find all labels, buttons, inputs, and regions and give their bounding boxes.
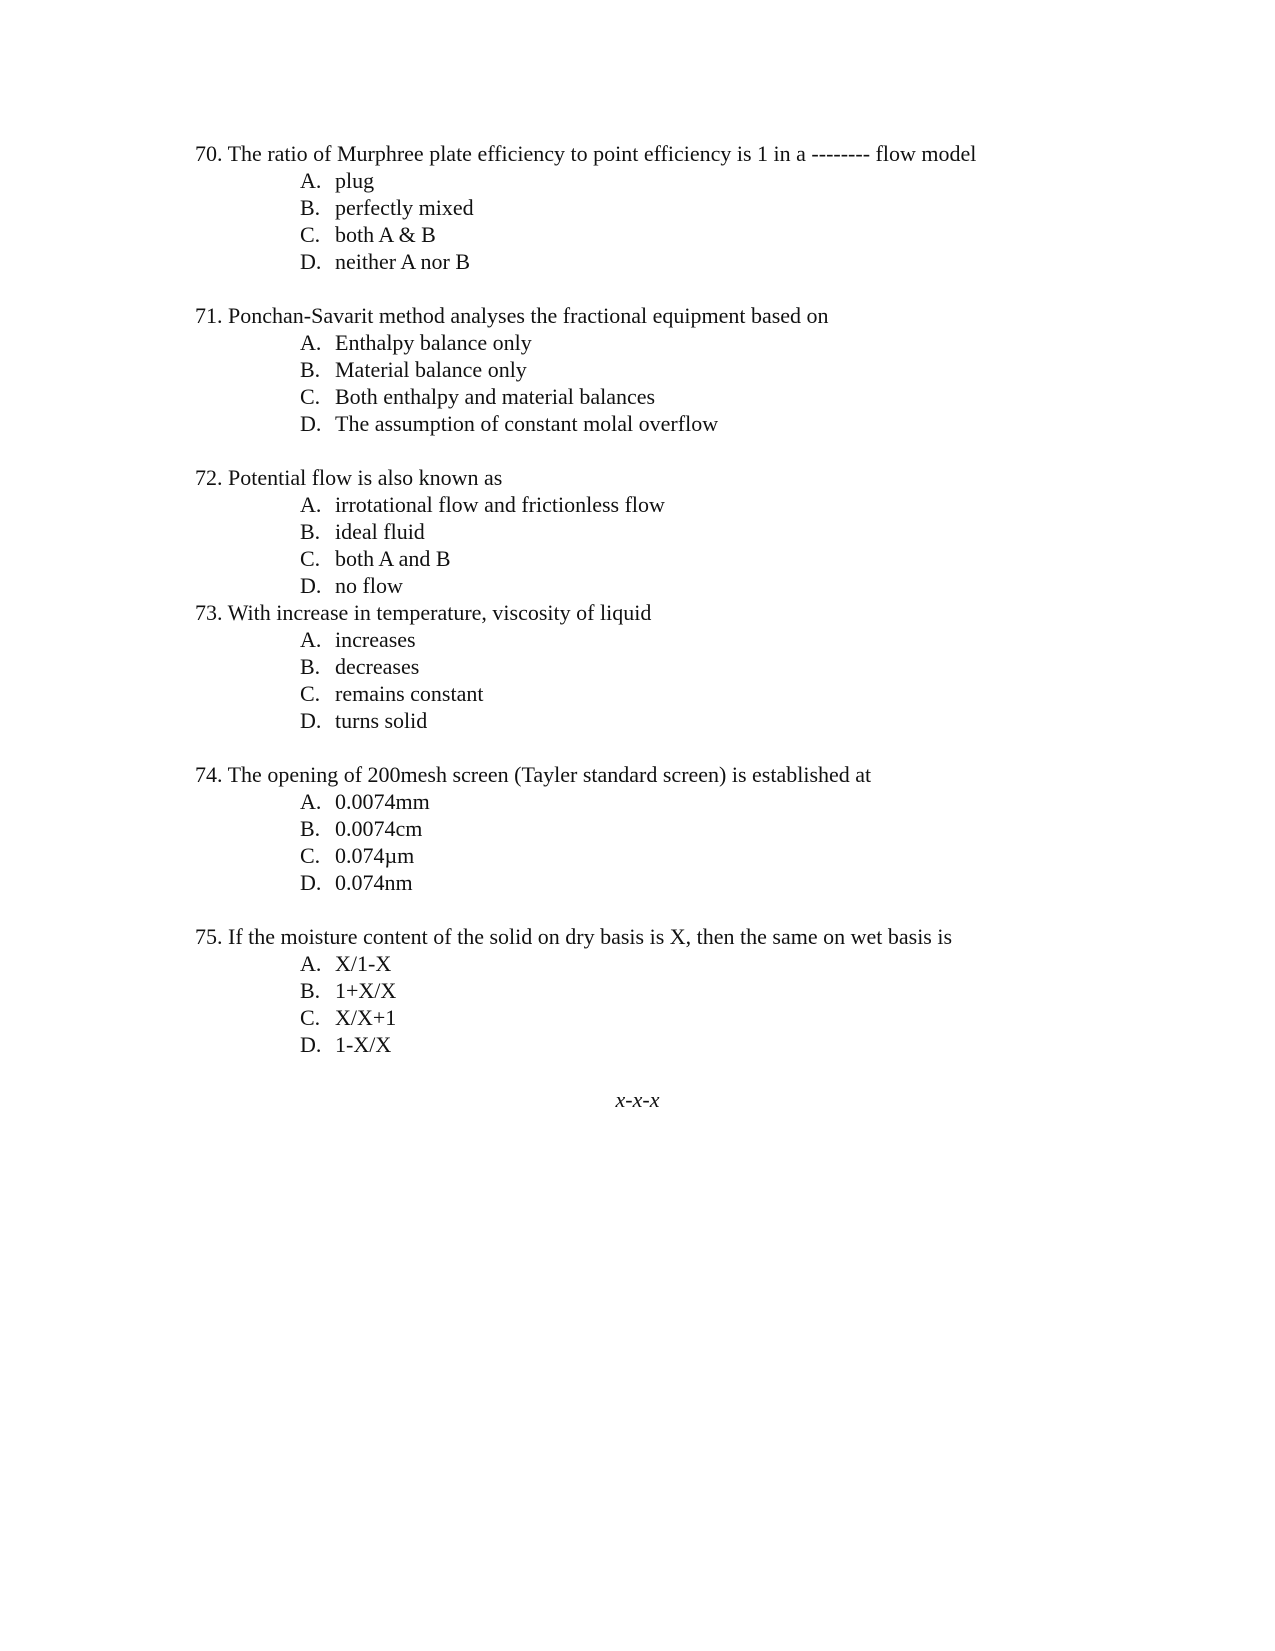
question-number: 73. [195,600,223,625]
option-c [195,1004,1195,1031]
question-number: 70. [195,141,223,166]
question-number: 71. [195,303,223,328]
option-list [195,491,1195,599]
option-letter: D. [300,1032,322,1057]
option-c [195,842,1195,869]
question-stem [195,302,1195,329]
question-text: If the moisture content of the solid on dry basis is X, then the same on wet basis is [228,924,953,949]
question-72 [195,464,1195,599]
option-text: turns solid [335,708,428,733]
option-text: no flow [335,573,403,598]
option-text: The assumption of constant molal overflow [335,411,719,436]
question-73 [195,599,1195,734]
option-a [195,950,1195,977]
option-letter: D. [300,411,322,436]
option-letter: C. [300,681,321,706]
question-stem [195,761,1195,788]
option-b [195,518,1195,545]
question-71 [195,302,1195,437]
option-letter: A. [300,627,322,652]
question-number: 75. [195,924,223,949]
option-text: both A & B [335,222,436,247]
option-list [195,788,1195,896]
option-d [195,1031,1195,1058]
option-text: remains constant [335,681,484,706]
question-text: Potential flow is also known as [228,465,503,490]
option-letter: A. [300,168,322,193]
option-list [195,626,1195,734]
option-text: neither A nor B [335,249,471,274]
question-stem [195,599,1195,626]
option-letter: C. [300,1005,321,1030]
option-a [195,788,1195,815]
option-d [195,572,1195,599]
question-text: Ponchan-Savarit method analyses the fractional equipment based on [228,303,829,328]
option-letter: C. [300,843,321,868]
option-letter: C. [300,222,321,247]
option-text: perfectly mixed [335,195,474,220]
option-text: Both enthalpy and material balances [335,384,656,409]
question-74 [195,761,1195,896]
option-text: plug [335,168,375,193]
end-mark-text: x-x-x [615,1087,660,1112]
option-text: 1+X/X [335,978,397,1003]
option-text: X/X+1 [335,1005,397,1030]
option-letter: B. [300,978,321,1003]
question-text: With increase in temperature, viscosity of liquid [227,600,652,625]
option-c [195,383,1195,410]
option-a [195,626,1195,653]
option-b [195,356,1195,383]
option-letter: D. [300,573,322,598]
option-a [195,491,1195,518]
question-70 [195,140,1195,275]
option-text: both A and B [335,546,451,571]
option-letter: B. [300,519,321,544]
option-a [195,167,1195,194]
option-d [195,707,1195,734]
question-number: 72. [195,465,223,490]
option-text: 0.074nm [335,870,413,895]
option-b [195,977,1195,1004]
option-letter: A. [300,951,322,976]
question-text: The opening of 200mesh screen (Tayler standard screen) is established at [227,762,872,787]
option-letter: B. [300,357,321,382]
question-stem [195,923,1195,950]
option-letter: B. [300,654,321,679]
option-text: X/1-X [335,951,392,976]
option-text: 0.0074cm [335,816,423,841]
option-text: ideal fluid [335,519,425,544]
question-number: 74. [195,762,223,787]
option-letter: A. [300,330,322,355]
option-c [195,545,1195,572]
option-letter: A. [300,789,322,814]
option-letter: B. [300,195,321,220]
option-letter: C. [300,384,321,409]
option-b [195,653,1195,680]
option-c [195,221,1195,248]
question-text: The ratio of Murphree plate efficiency to point efficiency is 1 in a -------- flow model [227,141,977,166]
option-letter: A. [300,492,322,517]
question-stem [195,464,1195,491]
option-letter: D. [300,249,322,274]
option-letter: B. [300,816,321,841]
option-letter: D. [300,708,322,733]
end-of-paper-mark [0,1086,1275,1113]
option-d [195,869,1195,896]
option-text: 1-X/X [335,1032,392,1057]
option-text: increases [335,627,416,652]
option-b [195,194,1195,221]
question-75 [195,923,1195,1058]
option-text: 0.0074mm [335,789,430,814]
option-list [195,167,1195,275]
option-list [195,950,1195,1058]
option-text: Enthalpy balance only [335,330,532,355]
option-text: decreases [335,654,420,679]
option-list [195,329,1195,437]
option-a [195,329,1195,356]
option-letter: C. [300,546,321,571]
question-stem [195,140,1195,167]
option-text: irrotational flow and frictionless flow [335,492,665,517]
option-d [195,410,1195,437]
option-b [195,815,1195,842]
option-text: Material balance only [335,357,527,382]
option-c [195,680,1195,707]
option-text: 0.074µm [335,843,415,868]
option-d [195,248,1195,275]
option-letter: D. [300,870,322,895]
